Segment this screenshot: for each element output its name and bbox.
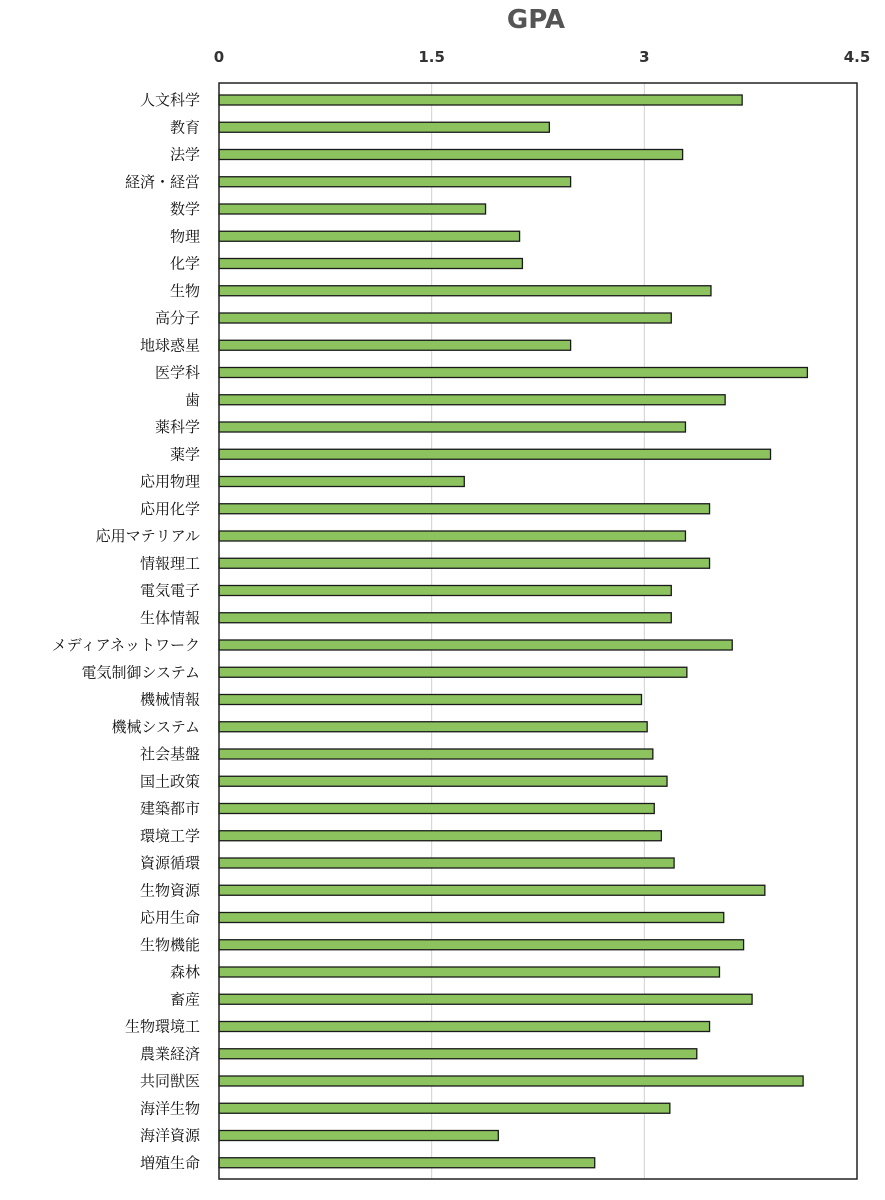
category-label: 人文科学 <box>139 91 200 109</box>
bar <box>219 776 667 786</box>
category-label: 海洋生物 <box>139 1099 200 1118</box>
category-label: 高分子 <box>154 309 200 327</box>
bar <box>219 313 671 323</box>
category-label: 応用マテリアル <box>95 527 200 545</box>
bar <box>219 1131 498 1141</box>
bar <box>219 885 765 895</box>
category-label: 機械システム <box>111 717 200 736</box>
bar <box>219 722 647 732</box>
category-label: 応用物理 <box>139 472 200 491</box>
category-label: 薬学 <box>169 445 200 464</box>
bars <box>219 95 807 1168</box>
bar <box>219 122 549 132</box>
category-label: 教育 <box>169 118 200 137</box>
bar <box>219 613 671 623</box>
bar <box>219 667 687 677</box>
bar <box>219 967 719 977</box>
bar <box>219 477 464 487</box>
bar <box>219 531 685 541</box>
bar <box>219 95 742 105</box>
category-label: 情報理工 <box>139 554 200 573</box>
category-label: 経済・経営 <box>124 172 200 191</box>
bar <box>219 1076 803 1086</box>
category-label: 森林 <box>169 963 200 981</box>
category-label: 建築都市 <box>139 799 200 818</box>
x-tick-label: 4.5 <box>843 48 871 66</box>
category-label: 数学 <box>169 200 200 218</box>
bar <box>219 422 685 432</box>
category-label: 応用生命 <box>139 908 200 927</box>
bar <box>219 940 744 950</box>
category-label: 海洋資源 <box>139 1126 200 1145</box>
bar <box>219 558 710 568</box>
bar <box>219 695 641 705</box>
x-tick-label: 0 <box>213 48 225 66</box>
plot-frame <box>219 83 857 1179</box>
bar <box>219 259 522 269</box>
bar <box>219 586 671 596</box>
category-label: 薬科学 <box>154 418 200 436</box>
category-label: 生物資源 <box>139 881 200 900</box>
bar <box>219 804 654 814</box>
bar <box>219 449 771 459</box>
category-label: 電気電子 <box>139 581 200 600</box>
category-label: 生物環境工 <box>124 1017 200 1036</box>
bar <box>219 1049 697 1059</box>
x-tick-label: 1.5 <box>418 48 445 66</box>
bar <box>219 286 711 296</box>
bar <box>219 231 520 241</box>
bar <box>219 150 683 160</box>
category-label: 化学 <box>169 254 200 273</box>
category-label: 法学 <box>169 145 200 164</box>
bar <box>219 204 486 214</box>
x-tick-label: 3 <box>639 48 650 66</box>
category-label: 増殖生命 <box>139 1153 200 1172</box>
bar <box>219 913 724 923</box>
category-label: 農業経済 <box>139 1044 200 1063</box>
category-label: 共同獣医 <box>139 1072 200 1090</box>
category-label: 環境工学 <box>139 826 200 845</box>
gridlines <box>219 83 857 1179</box>
chart-title: GPA <box>506 5 566 35</box>
category-label: 医学科 <box>154 363 200 382</box>
category-label: 畜産 <box>169 990 200 1009</box>
bar <box>219 340 571 350</box>
bar <box>219 504 710 514</box>
bar <box>219 368 807 378</box>
category-label: 国土政策 <box>139 772 200 791</box>
category-label: 機械情報 <box>139 690 200 709</box>
bar <box>219 749 653 759</box>
category-label: 社会基盤 <box>139 745 200 763</box>
bar <box>219 831 661 841</box>
bar <box>219 395 725 405</box>
bar <box>219 994 752 1004</box>
bar <box>219 1158 595 1168</box>
bar <box>219 1103 670 1113</box>
category-label: 応用化学 <box>139 499 200 518</box>
category-label: 生物機能 <box>139 935 200 954</box>
category-labels <box>52 91 201 1172</box>
bar <box>219 858 674 868</box>
category-label: 資源循環 <box>139 854 200 872</box>
category-label: 地球惑星 <box>139 336 200 355</box>
bar <box>219 1022 710 1032</box>
category-label: 電気制御システム <box>81 663 200 682</box>
category-label: 生物 <box>169 281 200 300</box>
bar <box>219 640 732 650</box>
category-label: 生体情報 <box>139 608 200 627</box>
x-axis-tick-labels <box>214 48 871 66</box>
category-label: メディアネットワーク <box>51 636 200 654</box>
category-label: 物理 <box>169 227 200 246</box>
bar <box>219 177 571 187</box>
category-label: 歯 <box>184 390 200 409</box>
